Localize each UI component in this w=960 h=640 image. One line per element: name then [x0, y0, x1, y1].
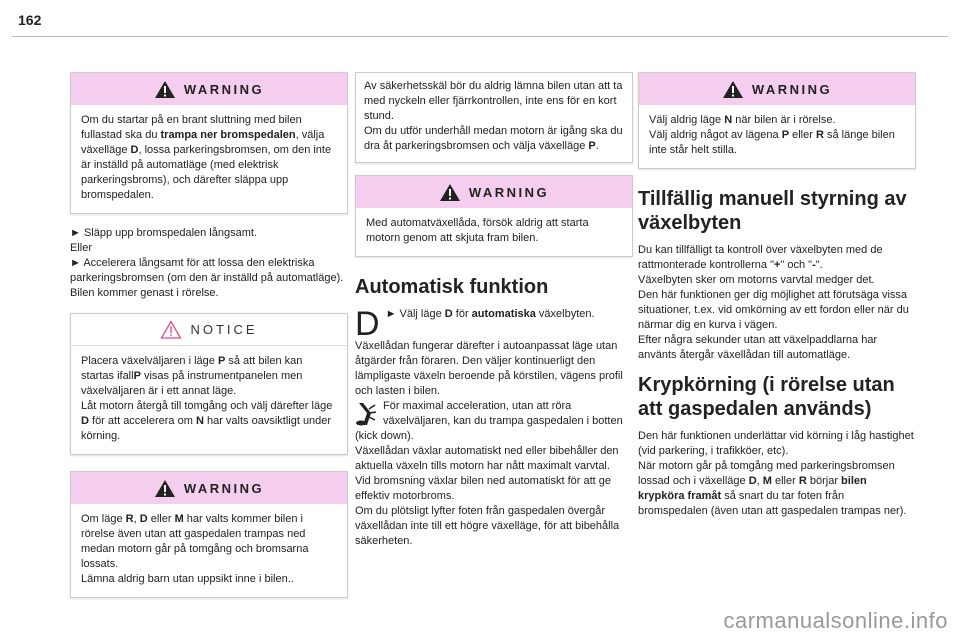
column-1: [70, 72, 348, 598]
notice-triangle-icon: [160, 320, 182, 339]
safety-box: [355, 72, 633, 163]
page-number: 162: [18, 12, 42, 28]
gear-d-symbol: D: [355, 305, 380, 343]
warning-body: [356, 208, 632, 256]
warning-triangle-icon: [154, 80, 176, 99]
creep-text-1: Den här funktionen underlättar vid körning i låg hastighet (vid parkering, i trafikköer, etc).: [638, 430, 914, 457]
warning-header: [71, 472, 347, 504]
release-steps: [70, 226, 348, 301]
safety-text-1: Av säkerhetsskäl bör du aldrig lämna bilen utan att ta med nyckeln eller fjärrkontrollen, inte ens för en kort stund.: [364, 80, 623, 122]
warning-triangle-icon: [154, 479, 176, 498]
manual-text-3: Den här funktionen ger dig möjlighet att förutsäga vissa situationer, t.ex. vid omkörning av ett fordon eller när du närmar dig en kurva i vägen.: [638, 289, 909, 331]
warning-text-1: Välj aldrig läge N när bilen är i rörelse.: [649, 114, 836, 126]
safety-body: [356, 73, 632, 162]
safety-text-2: Om du utför underhåll medan motorn är igång ska du dra åt parkeringsbromsen och välja växelläge P.: [364, 125, 623, 152]
column-2: [355, 72, 633, 549]
warning-box-push-start: [355, 175, 633, 257]
pedal-kickdown-icon: [355, 401, 377, 427]
downshift-text: Växellådan växlar automatiskt ned eller bibehåller den aktuella växeln tills motorn har nått maximalt varvtal.: [355, 445, 619, 472]
warning-text-2: Välj aldrig något av lägena P eller R så länge bilen inte står helt stilla.: [649, 129, 895, 156]
watermark: carmanualsonline.info: [723, 608, 948, 633]
section-heading-creep: Krypkörning (i rörelse utan att gaspedalen används): [638, 374, 895, 420]
step-or: Eller: [70, 242, 93, 254]
kickdown-text: För maximal acceleration, utan att röra växelväljaren, kan du trampa gaspedalen i botten (kick down).: [355, 400, 623, 442]
step-release-brake: ► Släpp upp bromspedalen långsamt.: [70, 227, 257, 239]
warning-body: [71, 105, 347, 213]
warning-box-hill-start: [70, 72, 348, 214]
header-rule: [12, 36, 948, 37]
notice-text-1: Placera växelväljaren i läge P så att bilen kan startas ifallP visas på instrumentpanelen men växelväljaren är i ett annat läge.: [81, 355, 303, 397]
warning-box-neutral: [638, 72, 916, 169]
braking-text: Vid bromsning växlar bilen ned automatiskt för att ge effektiv motorbroms.: [355, 475, 611, 502]
auto-mode-text: Växellådan fungerar därefter i autoanpassat läge utan åtgärder från föraren. Den väljer kontinuerligt den lämpligaste växeln beroende på körstilen, vägens profil och lasten i bilen.: [355, 340, 623, 397]
warning-title: WARNING: [468, 184, 550, 200]
manual-text-2: Växelbyten sker om motorns varvtal medger det.: [638, 274, 875, 286]
lift-off-text: Om du plötsligt lyfter foten från gaspedalen övergår växellådan inte till ett högre växelläge, för att bibehålla säkerheten.: [355, 505, 620, 547]
section-heading-automatic: Automatisk funktion: [355, 276, 549, 298]
warning-title: WARNING: [751, 81, 833, 97]
step-accelerate: ► Accelerera långsamt för att lossa den elektriska parkeringsbromsen (om den är inställd på automatläge).: [70, 257, 344, 284]
warning-header: [356, 176, 632, 208]
warning-body: [71, 504, 347, 597]
notice-title: NOTICE: [190, 322, 258, 337]
warning-triangle-icon: [722, 80, 744, 99]
warning-box-creep: [70, 471, 348, 598]
warning-text: Om du startar på en brant sluttning med bilen fullastad ska du trampa ner bromspedalen, välja växelläge D, lossa parkeringsbromsen, om den inte är inställd på automatläge (med elektrisk parkeringsbroms), och därefter släppa upp bromspedalen.: [81, 114, 332, 201]
warning-title: WARNING: [183, 480, 265, 496]
manual-text-1: Du kan tillfälligt ta kontroll över växelbyten med de rattmonterade kontrollerna "+" och "-".: [638, 244, 883, 271]
warning-triangle-icon: [439, 183, 461, 202]
notice-text-2: Låt motorn återgå till tomgång och välj därefter läge D för att accelerera om N har valts oavsiktligt under körning.: [81, 400, 333, 442]
step-result: Bilen kommer genast i rörelse.: [70, 287, 219, 299]
section-heading-manual: Tillfällig manuell styrning av växelbyten: [638, 188, 907, 234]
select-d-step: ► Välj läge D för automatiska växelbyten.: [385, 308, 595, 320]
manual-text-4: Efter några sekunder utan att växelpaddlarna har använts återgår växellådan till automatläge.: [638, 334, 878, 361]
warning-text-1: Om läge R, D eller M har valts kommer bilen i rörelse även utan att gaspedalen trampas ned medan motorn går på tomgång och bromsarna lossats.: [81, 513, 309, 570]
warning-text: Med automatväxellåda, försök aldrig att starta motorn genom att skjuta fram bilen.: [366, 217, 589, 244]
warning-header: [71, 73, 347, 105]
automatic-section-body: [355, 307, 633, 549]
notice-box: [70, 313, 348, 455]
notice-header: [71, 314, 347, 346]
notice-body: [71, 346, 347, 454]
warning-text-2: Lämna aldrig barn utan uppsikt inne i bilen..: [81, 573, 294, 585]
warning-header: [639, 73, 915, 105]
warning-body: [639, 105, 915, 168]
creep-text-2: När motorn går på tomgång med parkeringsbromsen lossad och i växelläge D, M eller R börjar bilen krypköra framåt så snart du tar foten från bromspedalen (även utan att gaspedalen trampas ner).: [638, 460, 907, 517]
column-3: [638, 72, 916, 519]
warning-title: WARNING: [183, 81, 265, 97]
